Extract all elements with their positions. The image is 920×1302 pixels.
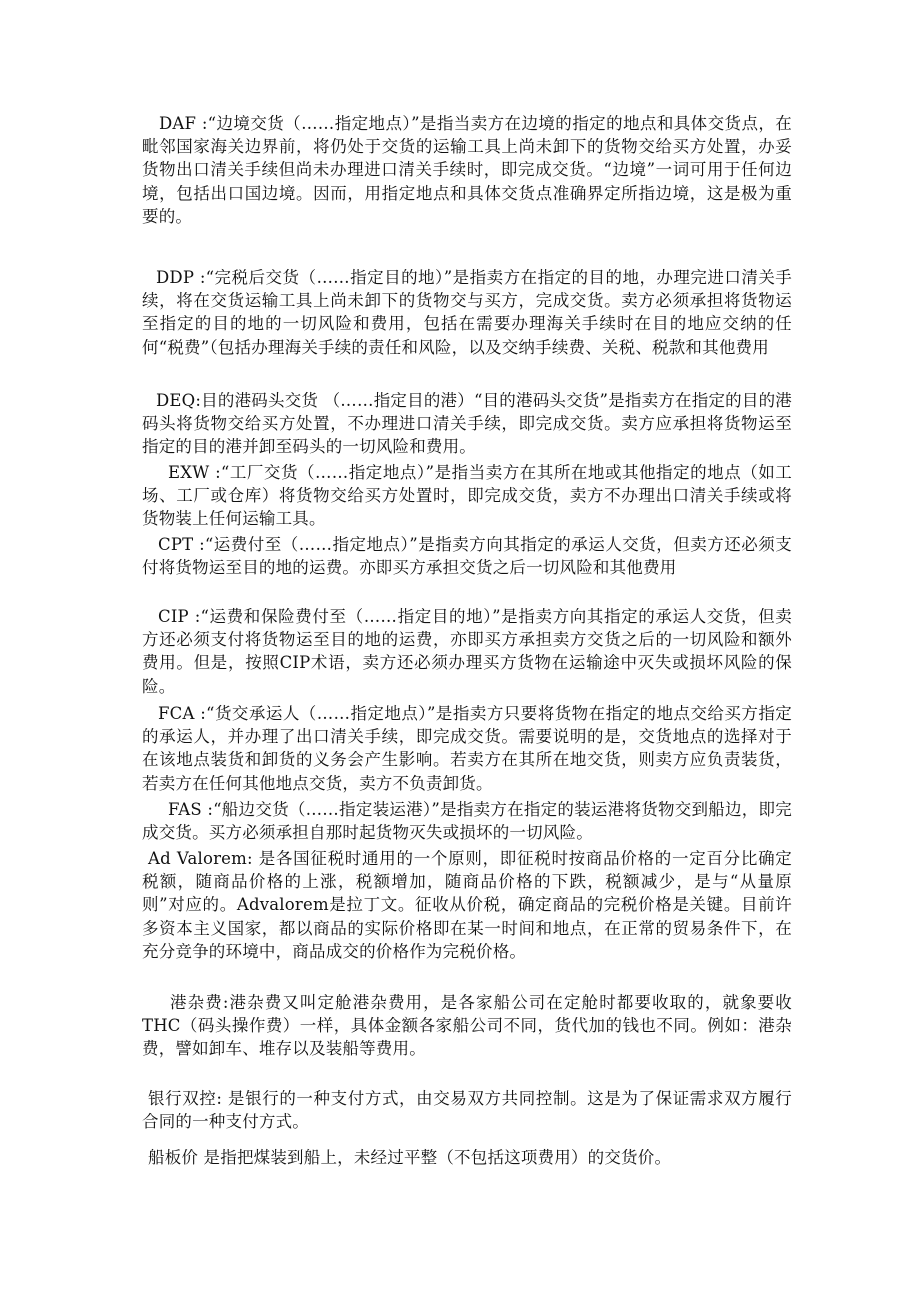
paragraph-cip: CIP :“运费和保险费付至（……指定目的地）”是指卖方向其指定的承运人交货，但卖方还必须支付将货物运至目的地的运费，亦即买方承担卖方交货之后的一切风险和额外费用。但是，按照CIP术语，卖方还必须办理买方货物在运输途中灭失或损坏风险的保险。 bbox=[142, 607, 792, 696]
paragraph-port-fees: 港杂费:港杂费又叫定舱港杂费用，是各家船公司在定舱时都要收取的，就象要收THC（码头操作费）一样，具体金额各家船公司不同，货代加的钱也不同。例如：港杂费，譬如卸车、堆存以及装船等费用。 bbox=[142, 993, 792, 1059]
paragraph-deq: DEQ:目的港码头交货 （……指定目的港）“目的港码头交货”是指卖方在指定的目的港码头将货物交给买方处置，不办理进口清关手续，即完成交货。卖方应承担将货物运至指定的目的港并卸至码头的一切风险和费用。 bbox=[142, 391, 792, 457]
paragraph-fca: FCA :“货交承运人（……指定地点）”是指卖方只要将货物在指定的地点交给买方指定的承运人，并办理了出口清关手续，即完成交货。需要说明的是，交货地点的选择对于在该地点装货和卸货的义务会产生影响。若卖方在其所在地交货，则卖方应负责装货，若卖方在任何其他地点交货，卖方不负责卸货。 bbox=[142, 704, 792, 793]
paragraph-fas: FAS :“船边交货（……指定装运港）”是指卖方在指定的装运港将货物交到船边，即完成交货。买方必须承担自那时起货物灭失或损坏的一切风险。 bbox=[142, 800, 792, 843]
paragraph-bank-dual-control: 银行双控: 是银行的一种支付方式，由交易双方共同控制。这是为了保证需求双方履行合同的一种支付方式。 bbox=[142, 1089, 792, 1132]
paragraph-cpt: CPT :“运费付至（……指定地点）”是指卖方向其指定的承运人交货，但卖方还必须支付将货物运至目的地的运费。亦即买方承担交货之后一切风险和其他费用 bbox=[142, 535, 792, 578]
paragraph-fob-price: 船板价 是指把煤装到船上，未经过平整（不包括这项费用）的交货价。 bbox=[148, 1148, 672, 1167]
paragraph-ddp: DDP :“完税后交货（……指定目的地）”是指卖方在指定的目的地，办理完进口清关手续，将在交货运输工具上尚未卸下的货物交与买方，完成交货。卖方必须承担将货物运至指定的目的地的一切风险和费用，包括在需要办理海关手续时在目的地应交纳的任何“税费”（包括办理海关手续的责任和风险，以及交纳手续费、关税、税款和其他费用 bbox=[142, 268, 792, 357]
paragraph-ad-valorem: Ad Valorem: 是各国征税时通用的一个原则，即征税时按商品价格的一定百分比确定税额，随商品价格的上涨，税额增加，随商品价格的下跌，税额减少，是与“从量原则”对应的。Advalorem是拉丁文。征收从价税，确定商品的完税价格是关键。目前许多资本主义国家，都以商品的实际价格即在某一时间和地点，在正常的贸易条件下，在充分竞争的环境中，商品成交的价格作为完税价格。 bbox=[142, 849, 792, 961]
paragraph-daf: DAF :“边境交货（……指定地点）”是指当卖方在边境的指定的地点和具体交货点，在毗邻国家海关边界前，将仍处于交货的运输工具上尚未卸下的货物交给买方处置，办妥货物出口清关手续但尚未办理进口清关手续时，即完成交货。“边境”一词可用于任何边境，包括出口国边境。因而，用指定地点和具体交货点准确界定所指边境，这是极为重要的。 bbox=[142, 114, 792, 226]
paragraph-exw: EXW :“工厂交货（……指定地点）”是指当卖方在其所在地或其他指定的地点（如工场、工厂或仓库）将货物交给买方处置时，即完成交货，卖方不办理出口清关手续或将货物装上任何运输工具。 bbox=[142, 463, 792, 529]
